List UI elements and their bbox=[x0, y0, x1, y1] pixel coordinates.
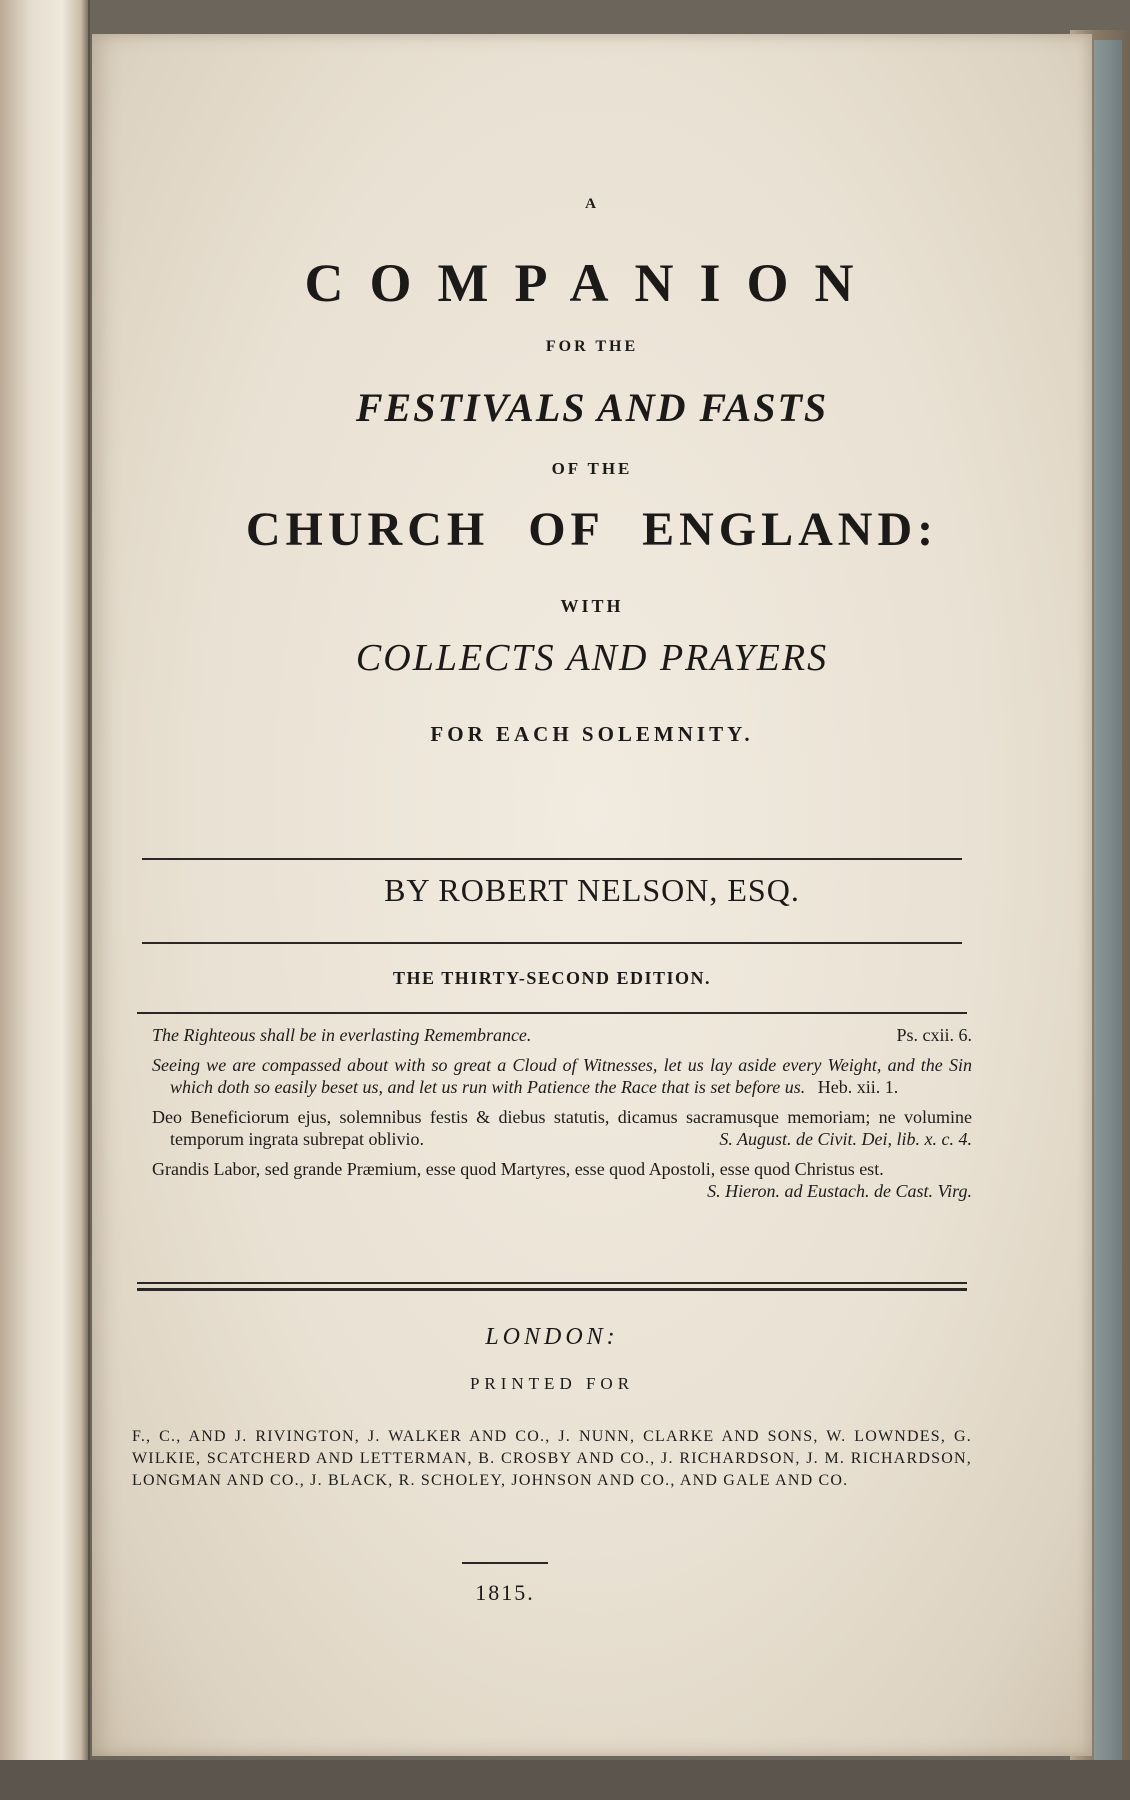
rule-above-epigraphs bbox=[137, 1012, 967, 1014]
edition-statement: THE THIRTY-SECOND EDITION. bbox=[393, 968, 711, 988]
imprint-city: LONDON: bbox=[485, 1324, 619, 1350]
table-surface bbox=[0, 1760, 1130, 1800]
rule-above-byline bbox=[142, 858, 962, 860]
double-rule-bottom bbox=[137, 1288, 967, 1291]
title-of-the: OF THE bbox=[551, 459, 633, 478]
epigraph-citation: S. Hieron. ad Eustach. de Cast. Virg. bbox=[707, 1181, 972, 1201]
title-with: WITH bbox=[560, 596, 624, 616]
title-companion: COMPANION bbox=[304, 253, 880, 313]
title-article: A bbox=[585, 196, 599, 212]
imprint-year: 1815. bbox=[475, 1580, 535, 1605]
title-festivals-and-fasts: FESTIVALS AND FASTS bbox=[355, 385, 829, 430]
title-for-each-solemnity: FOR EACH SOLEMNITY. bbox=[430, 722, 754, 746]
facing-page-edge bbox=[0, 0, 90, 1800]
title-church-of-england: CHURCH OF ENGLAND: bbox=[245, 503, 939, 556]
imprint-printers: F., C., AND J. RIVINGTON, J. WALKER AND CO., J. NUNN, CLARKE AND SONS, W. LOWNDES, G. WILKIE, SCATCHERD AND LETTERMAN, B. CROSBY AND CO., J. RICHARDSON, J. M. RICHARDSON, LONGMAN AND CO., J. BLACK, R. SCHOLEY, JOHNSON AND CO., AND GALE AND CO. bbox=[132, 1428, 972, 1489]
epigraph-text: Grandis Labor, sed grande Præmium, esse quod Martyres, esse quod Apostoli, esse quod Christus est. bbox=[152, 1159, 884, 1179]
title-collects-and-prayers: COLLECTS AND PRAYERS bbox=[355, 637, 829, 679]
epigraph bbox=[152, 1054, 972, 1098]
author-byline: BY ROBERT NELSON, ESQ. bbox=[384, 872, 800, 908]
rule-below-byline bbox=[142, 942, 962, 944]
title-for-the: FOR THE bbox=[545, 338, 639, 355]
epigraph-citation: Ps. cxii. 6. bbox=[896, 1025, 972, 1045]
epigraph-text: Seeing we are compassed about with so great a Cloud of Witnesses, let us lay aside every Weight, and the Sin which doth so easily beset us, and let us run with Patience the Race that is set before us. bbox=[152, 1055, 972, 1097]
short-rule bbox=[462, 1562, 548, 1564]
epigraph bbox=[152, 1024, 972, 1046]
title-page bbox=[92, 34, 1092, 1756]
epigraphs bbox=[152, 1024, 972, 1202]
double-rule-top bbox=[137, 1282, 967, 1284]
marbled-endpaper-edge bbox=[1094, 40, 1122, 1760]
epigraph bbox=[152, 1158, 972, 1201]
epigraph-citation: S. August. de Civit. Dei, lib. x. c. 4. bbox=[719, 1129, 972, 1149]
epigraph-text: Deo Beneficiorum ejus, solemnibus festis & diebus statutis, dicamus sacramusque memoriam; ne volumine temporum ingrata subrepat oblivio. bbox=[152, 1107, 972, 1149]
epigraph bbox=[152, 1106, 972, 1150]
epigraph-citation: Heb. xii. 1. bbox=[817, 1077, 899, 1097]
epigraph-text: The Righteous shall be in everlasting Remembrance. bbox=[152, 1025, 532, 1045]
imprint-printed-for: PRINTED FOR bbox=[469, 1374, 635, 1393]
